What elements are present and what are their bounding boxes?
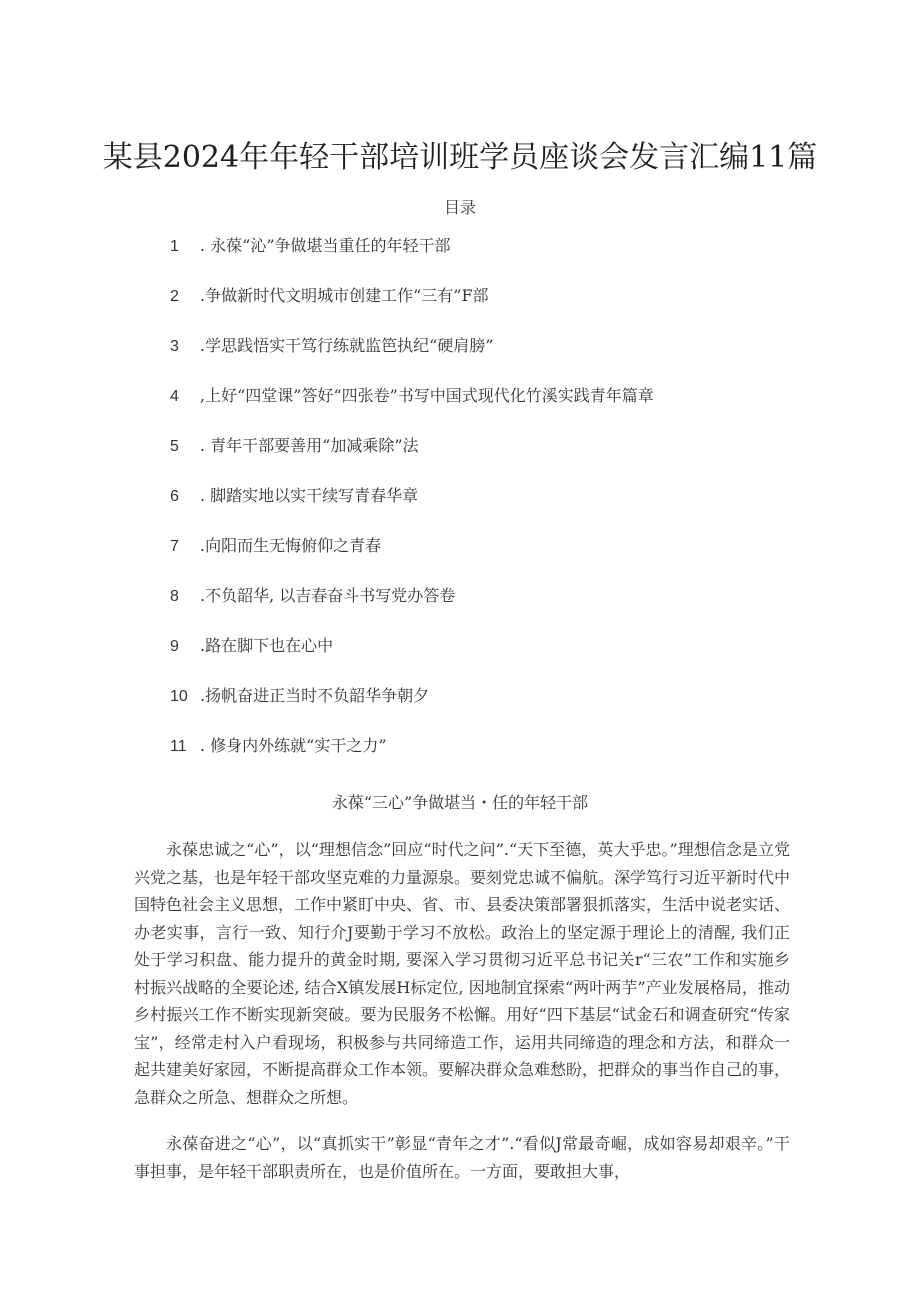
toc-item-text: .路在脚下也在心中 [200,636,334,655]
section-title: 永葆“三心”争做堪当・任的年轻干部 [331,793,589,812]
toc-item-number: 6 [170,488,179,505]
toc-item [170,434,654,484]
body-paragraph: 永葆奋进之“心”，以“真抓实干”彰显“青年之才”.“看似J常最奇崛，成如容易却艰辛。”干事担事，是年轻干部职责所在，也是价值所在。一方面，要敢担大事， [134,1134,790,1181]
toc-item [170,584,654,634]
toc-item [170,334,654,384]
toc-item-text: .向阳而生无悔俯仰之青春 [200,536,382,555]
toc-heading: 目录 [443,198,476,217]
body-paragraph: 永葆忠诚之“心”，以“理想信念”回应“时代之问”.“天下至德，英大乎忠。”理想信念是立党兴党之基，也是年轻干部攻坚克难的力量源泉。要刻党忠诚不偏航。深学笃行习近平新时代中国特色社会主义思想，工作中紧盯中央、省、市、县委决策部署狠抓落实，生活中说老实话、办老实事，言行一致、知行介J要勤于学习不放松。政治上的坚定源于理论上的清醒, 我们正处于学习积盘、能力提升的黄金时期, 要深入学习贯彻习近平总书记关r“三农”工作和实施乡村振兴战略的全要论述, 结合X镇发展H标定位, 因地制宜探索“两叶两芋”产业发展格局，推动乡村振兴工作不断实现新突破。要为民服务不松懈。用好“四下基层“试金石和调查研究“传家宝”，经常走村入户看现场，积极参与共同缔造工作，运用共同缔造的理念和方法，和群众一起共建美好家园，不断提高群众工作本领。要解决群众急难愁盼，把群众的事当作自己的事，急群众之所急、想群众之所想。 [134,840,791,1107]
toc-item-number: 9 [170,638,179,655]
toc-item [170,634,654,684]
toc-item-number: 2 [170,288,179,305]
toc-item-number: 1 [170,238,179,255]
toc-item-number: 10 [170,688,188,705]
toc-item [170,484,654,534]
toc-item-text: .不负韶华, 以吉春奋斗书写党办答卷 [200,586,456,605]
toc-item-text: .扬帆奋进正当时不负韶华争朝夕 [200,686,430,705]
toc-item-text: . 青年干部要善用“加减乘除”法 [200,436,419,455]
toc-item-text: ,上好“四堂课”答好“四张卷”书写中国式现代化竹溪实践青年篇章 [200,386,654,405]
toc-item [170,684,654,734]
toc-item-text: . 脚踏实地以实干续写青春华章 [200,486,419,505]
toc-item-number: 5 [170,438,179,455]
table-of-contents [170,234,654,784]
toc-item-number: 8 [170,588,179,605]
toc-item-text: . 永葆“沁”争做堪当重任的年轻干部 [200,236,451,255]
toc-item-text: .学思践悟实干笃行练就监笆执纪“硬肩膀” [200,336,494,355]
toc-item [170,284,654,334]
document-title: 某县2024年年轻干部培训班学员座谈会发言汇编11篇 [102,140,818,175]
toc-item-number: 11 [170,738,187,755]
toc-item [170,234,654,284]
toc-item [170,734,654,784]
toc-item-text: .争做新时代文明城市创建工作“三有”F部 [200,286,489,305]
toc-item-number: 4 [170,388,179,405]
toc-item-number: 7 [170,538,179,555]
toc-item [170,384,654,434]
toc-item [170,534,654,584]
toc-item-number: 3 [170,338,179,355]
toc-item-text: . 修身内外练就“实干之力” [200,736,387,755]
